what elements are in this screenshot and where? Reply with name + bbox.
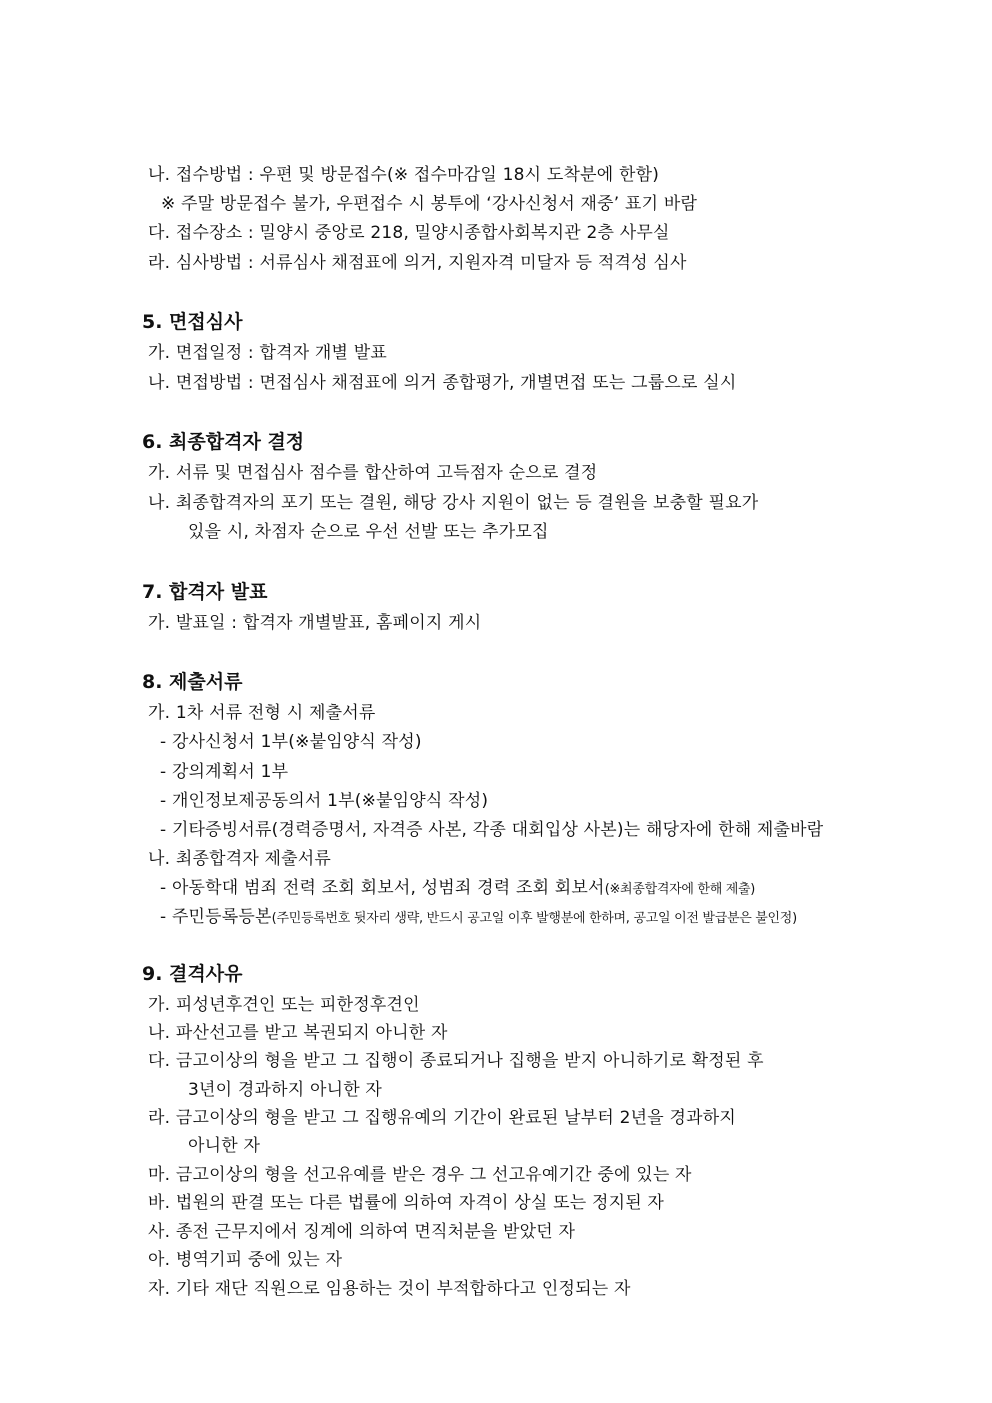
disqualify-a: 아. 병역기피 중에 있는 자 — [148, 1250, 343, 1270]
disqualify-da-line2: 3년이 경과하지 아니한 자 — [188, 1080, 383, 1100]
disqualify-ja: 자. 기타 재단 직원으로 임용하는 것이 부적합하다고 인정되는 자 — [148, 1279, 631, 1299]
doc-item: - 강의계획서 1부 — [160, 762, 289, 782]
section-8-title: 8. 제출서류 — [142, 671, 243, 693]
doc-item: - 개인정보제공동의서 1부(※붙임양식 작성) — [160, 791, 489, 811]
disqualify-sa: 사. 종전 근무지에서 징계에 의하여 면직처분을 받았던 자 — [148, 1222, 576, 1242]
final-decision-ga: 가. 서류 및 면접심사 점수를 합산하여 고득점자 순으로 결정 — [148, 463, 598, 483]
final-decision-na-line1: 나. 최종합격자의 포기 또는 결원, 해당 강사 지원이 없는 등 결원을 보충할 필요가 — [148, 493, 759, 513]
reception-method: 나. 접수방법 : 우편 및 방문접수(※ 접수마감일 18시 도착분에 한함) — [148, 165, 660, 185]
disqualify-da-line1: 다. 금고이상의 형을 받고 그 집행이 종료되거나 집행을 받지 아니하기로 확정된 후 — [148, 1051, 764, 1071]
final-doc-item-2-main: - 주민등록등본 — [160, 907, 272, 927]
disqualify-ga: 가. 피성년후견인 또는 피한정후견인 — [148, 995, 420, 1015]
final-doc-item-2 — [160, 906, 797, 930]
weekend-note: ※ 주말 방문접수 불가, 우편접수 시 봉투에 ‘강사신청서 재중’ 표기 바람 — [161, 194, 698, 214]
final-docs: 나. 최종합격자 제출서류 — [148, 849, 332, 869]
disqualify-ma: 마. 금고이상의 형을 선고유예를 받은 경우 그 선고유예기간 중에 있는 자 — [148, 1165, 692, 1185]
final-decision-na-line2: 있을 시, 차점자 순으로 우선 선발 또는 추가모집 — [188, 522, 549, 542]
disqualify-ba: 바. 법원의 판결 또는 다른 법률에 의하여 자격이 상실 또는 정지된 자 — [148, 1193, 665, 1213]
disqualify-ra-line1: 라. 금고이상의 형을 받고 그 집행유예의 기간이 완료된 날부터 2년을 경과하지 — [148, 1108, 736, 1128]
section-6-title: 6. 최종합격자 결정 — [142, 431, 305, 453]
first-round-docs: 가. 1차 서류 전형 시 제출서류 — [148, 703, 376, 723]
interview-schedule: 가. 면접일정 : 합격자 개별 발표 — [148, 343, 388, 363]
announcement-date: 가. 발표일 : 합격자 개별발표, 홈페이지 게시 — [148, 613, 482, 633]
final-doc-item-1-note: (※최종합격자에 한해 제출) — [604, 882, 756, 897]
final-doc-item-1 — [160, 877, 755, 901]
disqualify-na: 나. 파산선고를 받고 복권되지 아니한 자 — [148, 1023, 448, 1043]
section-9-title: 9. 결격사유 — [142, 963, 243, 985]
review-method: 라. 심사방법 : 서류심사 채점표에 의거, 지원자격 미달자 등 적격성 심사 — [148, 253, 687, 273]
doc-item: - 기타증빙서류(경력증명서, 자격증 사본, 각종 대회입상 사본)는 해당자에 한해 제출바람 — [160, 820, 824, 840]
doc-item: - 강사신청서 1부(※붙임양식 작성) — [160, 732, 422, 752]
final-doc-item-2-note: (주민등록번호 뒷자리 생략, 반드시 공고일 이후 발행분에 한하며, 공고일 이전 발급분은 불인정) — [271, 911, 797, 926]
interview-method: 나. 면접방법 : 면접심사 채점표에 의거 종합평가, 개별면접 또는 그룹으로 실시 — [148, 373, 737, 393]
reception-place: 다. 접수장소 : 밀양시 중앙로 218, 밀양시종합사회복지관 2층 사무실 — [148, 223, 670, 243]
final-doc-item-1-main: - 아동학대 범죄 전력 조회 회보서, 성범죄 경력 조회 회보서 — [160, 878, 605, 898]
disqualify-ra-line2: 아니한 자 — [188, 1136, 261, 1156]
section-7-title: 7. 합격자 발표 — [142, 581, 268, 603]
section-5-title: 5. 면접심사 — [142, 311, 243, 333]
